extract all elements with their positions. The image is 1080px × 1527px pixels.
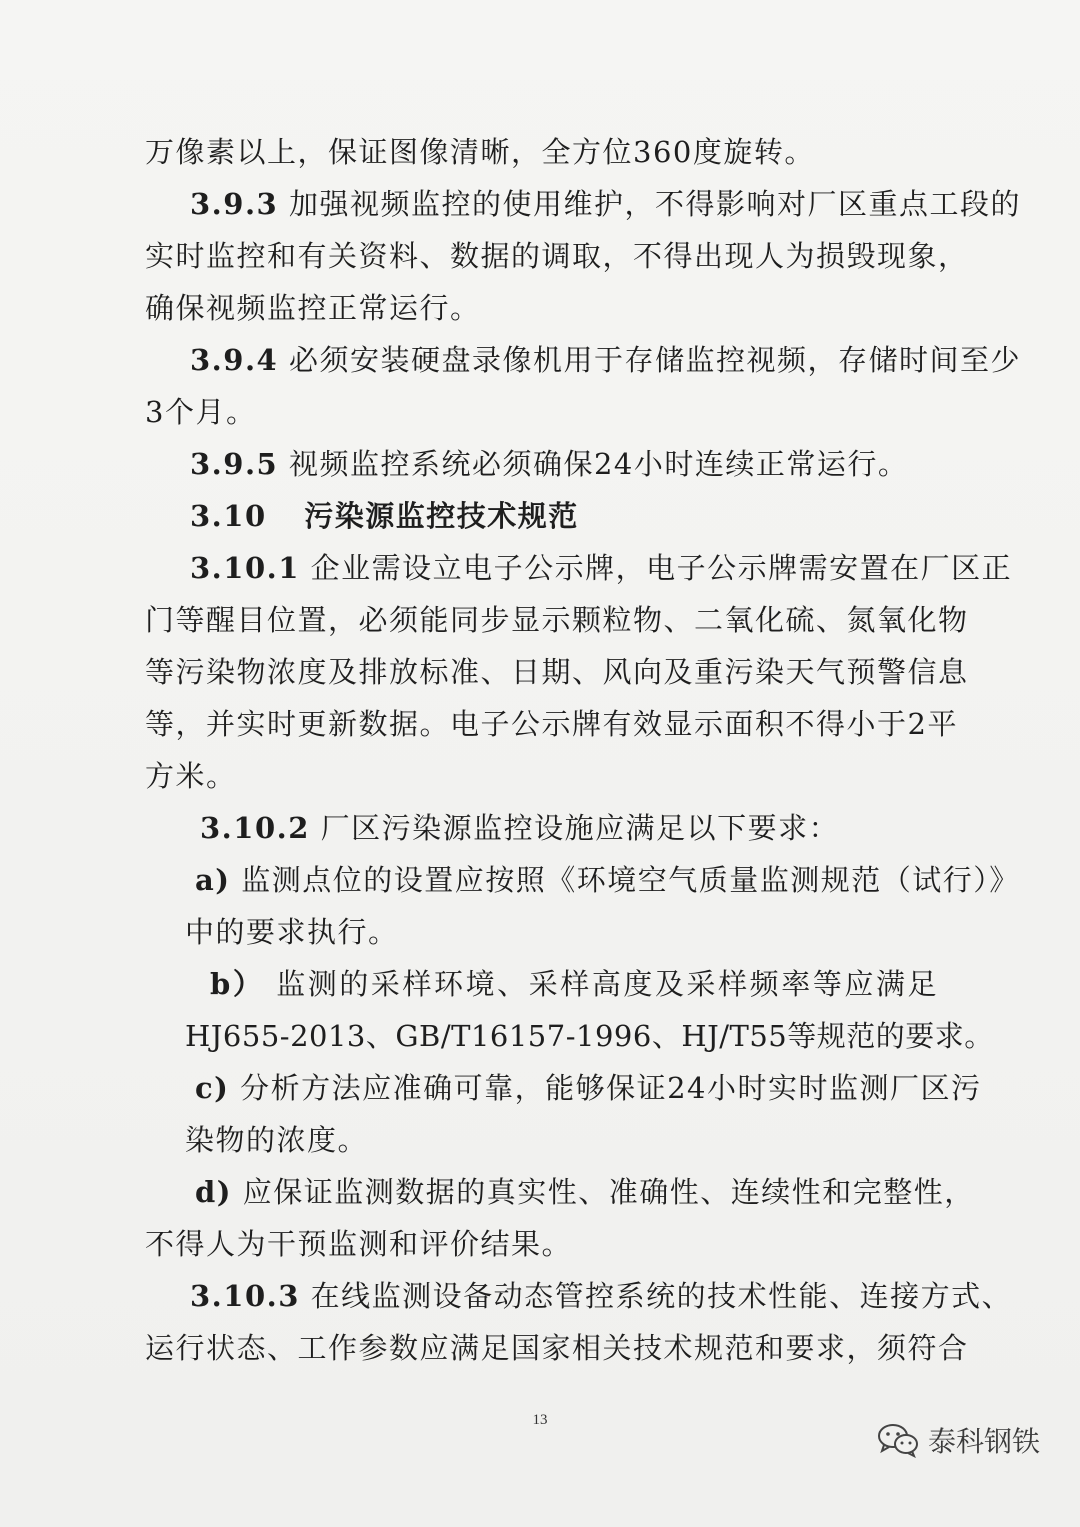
line-text: 染物的浓度。 bbox=[185, 1123, 369, 1157]
text-line bbox=[145, 394, 256, 430]
text-line bbox=[145, 238, 969, 274]
line-text: HJ655-2013、GB/T16157-1996、HJ/T55等规范的要求。 bbox=[185, 1019, 994, 1053]
watermark bbox=[876, 1418, 1040, 1462]
item-label: b） bbox=[210, 967, 265, 1001]
line-text: 必须安装硬盘录像机用于存储监控视频，存储时间至少 bbox=[288, 343, 1021, 377]
line-text: 确保视频监控正常运行。 bbox=[145, 291, 481, 325]
line-text: 门等醒目位置，必须能同步显示颗粒物、二氧化硫、氮氧化物 bbox=[145, 603, 969, 637]
clause-3-10-3 bbox=[190, 1278, 1013, 1314]
clause-3-9-4 bbox=[190, 342, 1021, 378]
line-text: 应保证监测数据的真实性、准确性、连续性和完整性， bbox=[242, 1175, 975, 1209]
text-line bbox=[185, 1122, 368, 1158]
clause-number: 3.10.1 bbox=[190, 551, 300, 585]
item-label: c) bbox=[195, 1071, 230, 1105]
line-text: 视频监控系统必须确保24小时连续正常运行。 bbox=[288, 447, 909, 481]
clause-3-9-5 bbox=[190, 446, 908, 482]
clause-3-10-1 bbox=[190, 550, 1013, 586]
line-text: 加强视频监控的使用维护，不得影响对厂区重点工段的 bbox=[288, 187, 1021, 221]
text-line bbox=[145, 654, 969, 690]
watermark-text: 泰科钢铁 bbox=[927, 1425, 1040, 1458]
section-number: 3.10 bbox=[190, 499, 267, 533]
item-label: a) bbox=[195, 863, 231, 897]
text-line bbox=[145, 758, 237, 794]
text-line bbox=[185, 1018, 994, 1054]
line-text: 企业需设立电子公示牌，电子公示牌需安置在厂区正 bbox=[310, 551, 1013, 585]
clause-number: 3.9.3 bbox=[190, 187, 279, 221]
section-heading-3-10 bbox=[190, 498, 579, 534]
section-title: 污染源监控技术规范 bbox=[304, 499, 579, 533]
line-text: 监测的采样环境、采样高度及采样频率等应满足 bbox=[276, 967, 939, 1001]
line-text: 不得人为干预监测和评价结果。 bbox=[145, 1227, 573, 1261]
clause-number: 3.10.2 bbox=[200, 811, 310, 845]
line-text: 运行状态、工作参数应满足国家相关技术规范和要求，须符合 bbox=[145, 1331, 969, 1365]
clause-number: 3.9.4 bbox=[190, 343, 279, 377]
line-text: 等，并实时更新数据。电子公示牌有效显示面积不得小于2平 bbox=[145, 707, 958, 741]
item-b bbox=[210, 966, 938, 1002]
line-text: 实时监控和有关资料、数据的调取，不得出现人为损毁现象， bbox=[145, 239, 969, 273]
text-line bbox=[145, 706, 958, 742]
text-line bbox=[145, 290, 481, 326]
line-text: 等污染物浓度及排放标准、日期、风向及重污染天气预警信息 bbox=[145, 655, 969, 689]
text-line bbox=[145, 134, 815, 170]
wechat-icon bbox=[876, 1422, 920, 1458]
text-line bbox=[145, 1330, 969, 1366]
item-c bbox=[195, 1070, 982, 1106]
line-text: 中的要求执行。 bbox=[185, 915, 399, 949]
line-text: 监测点位的设置应按照《环境空气质量监测规范（试行）》 bbox=[241, 863, 1020, 897]
page-number: 13 bbox=[532, 1412, 548, 1428]
item-label: d) bbox=[195, 1175, 232, 1209]
line-text: 3个月。 bbox=[145, 395, 257, 429]
text-line bbox=[145, 602, 969, 638]
line-text: 方米。 bbox=[145, 759, 237, 793]
item-a bbox=[195, 862, 1020, 898]
line-text: 分析方法应准确可靠，能够保证24小时实时监测厂区污 bbox=[240, 1071, 982, 1105]
clause-3-10-2 bbox=[200, 810, 839, 846]
clause-number: 3.10.3 bbox=[190, 1279, 300, 1313]
text-line bbox=[145, 1226, 572, 1262]
text-line bbox=[185, 914, 399, 950]
line-text: 万像素以上，保证图像清晰，全方位360度旋转。 bbox=[145, 135, 815, 169]
clause-number: 3.9.5 bbox=[190, 447, 279, 481]
line-text: 厂区污染源监控设施应满足以下要求： bbox=[320, 811, 840, 845]
clause-3-9-3 bbox=[190, 186, 1021, 222]
item-d bbox=[195, 1174, 975, 1210]
line-text: 在线监测设备动态管控系统的技术性能、连接方式、 bbox=[310, 1279, 1013, 1313]
